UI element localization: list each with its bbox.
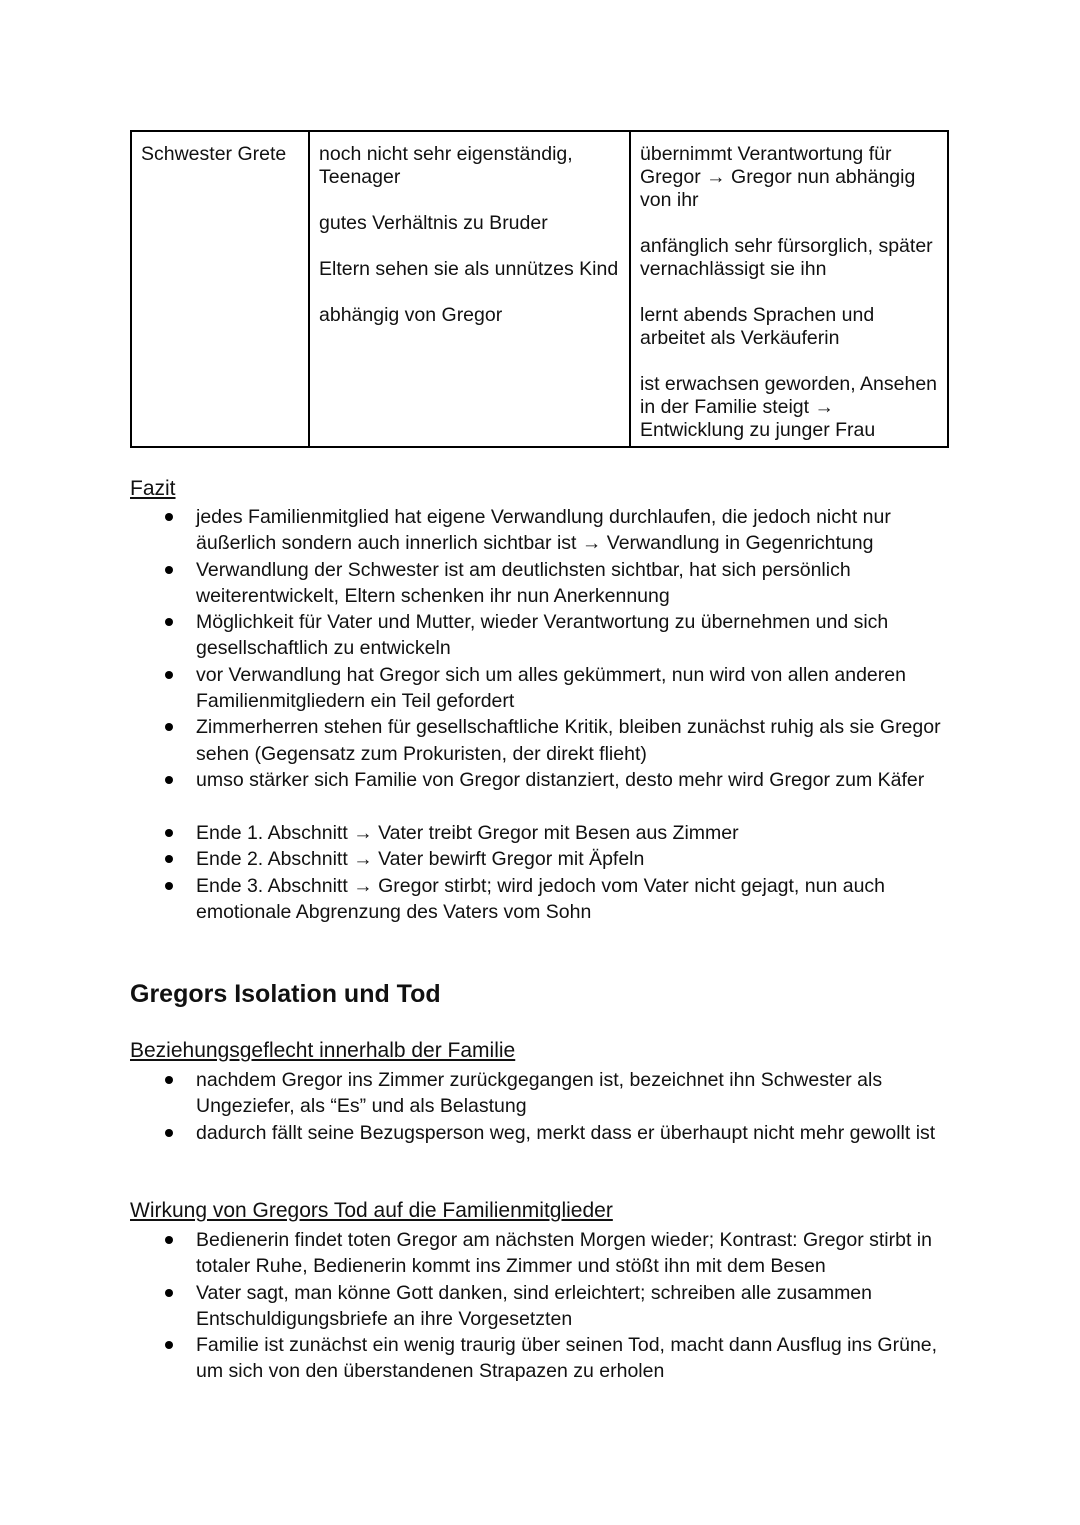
bullet-icon — [165, 513, 173, 521]
bullet-icon — [165, 618, 173, 626]
table-cell-traits — [308, 132, 629, 446]
list-item — [130, 504, 960, 557]
list-item-text: Verwandlung der Schwester ist am deutlichsten sichtbar, hat sich persönlich weiterentwickelt, Eltern schenken ihr nun Anerkennung — [196, 558, 851, 607]
trait-text: gutes Verhältnis zu Bruder — [319, 212, 548, 234]
bullet-icon — [165, 776, 173, 784]
list-item — [130, 846, 960, 872]
beziehung-heading: Beziehungsgeflecht innerhalb der Familie — [130, 1039, 516, 1062]
list-item-text: Ende 1. Abschnitt → Vater treibt Gregor mit Besen aus Zimmer — [196, 822, 739, 844]
endings-list — [130, 820, 960, 925]
development-text: anfänglich sehr fürsorglich, später vernachlässigt sie ihn — [640, 235, 933, 280]
table-cell-development — [629, 132, 947, 446]
list-item — [130, 1067, 960, 1120]
list-item — [130, 767, 960, 793]
bullet-icon — [165, 829, 173, 837]
wirkung-list — [130, 1227, 960, 1385]
bullet-icon — [165, 1341, 173, 1349]
bullet-icon — [165, 566, 173, 574]
character-table — [130, 130, 949, 448]
list-item — [130, 1280, 960, 1333]
list-item — [130, 714, 960, 767]
list-item — [130, 1227, 960, 1280]
list-item-text: Möglichkeit für Vater und Mutter, wieder Verantwortung zu übernehmen und sich gesellschaftlich zu entwickeln — [196, 611, 889, 660]
fazit-heading: Fazit — [130, 477, 176, 500]
list-item-text: jedes Familienmitglied hat eigene Verwandlung durchlaufen, die jedoch nicht nur äußerlich sondern auch innerlich sichtbar ist → Verwandlung in Gegenrichtung — [196, 506, 891, 555]
beziehung-list — [130, 1067, 960, 1146]
bullet-icon — [165, 855, 173, 863]
list-item-text: Ende 3. Abschnitt → Gregor stirbt; wird jedoch vom Vater nicht gejagt, nun auch emotionale Abgrenzung des Vaters vom Sohn — [196, 874, 886, 923]
trait-text: abhängig von Gregor — [319, 304, 503, 326]
bullet-icon — [165, 1236, 173, 1244]
bullet-icon — [165, 1289, 173, 1297]
list-item-text: Vater sagt, man könne Gott danken, sind erleichtert; schreiben alle zusammen Entschuldigungsbriefe an ihre Vorgesetzten — [196, 1281, 872, 1330]
list-item-text: vor Verwandlung hat Gregor sich um alles gekümmert, nun wird von allen anderen Familienmitgliedern ein Teil gefordert — [196, 663, 906, 713]
list-item — [130, 557, 960, 610]
list-item-text: Familie ist zunächst ein wenig traurig über seinen Tod, macht dann Ausflug ins Grüne, um sich von den überstandenen Strapazen zu erholen — [196, 1334, 938, 1383]
development-text: übernimmt Verantwortung für Gregor → Gregor nun abhängig von ihr — [640, 143, 916, 211]
list-item — [130, 820, 960, 846]
fazit-list — [130, 504, 960, 793]
bullet-icon — [165, 1129, 173, 1137]
list-item-text: Ende 2. Abschnitt → Vater bewirft Gregor mit Äpfeln — [196, 848, 645, 871]
trait-text: noch nicht sehr eigenständig, Teenager — [319, 143, 573, 188]
list-item-text: Bedienerin findet toten Gregor am nächsten Morgen wieder; Kontrast: Gregor stirbt in totaler Ruhe, Bedienerin kommt ins Zimmer und stößt ihn mit dem Besen — [196, 1229, 932, 1278]
list-item — [130, 662, 960, 715]
section-title: Gregors Isolation und Tod — [130, 980, 441, 1008]
list-item-text: umso stärker sich Familie von Gregor distanziert, desto mehr wird Gregor zum Käfer — [196, 768, 925, 791]
development-text: ist erwachsen geworden, Ansehen in der Familie steigt → Entwicklung zu junger Frau — [640, 373, 938, 441]
bullet-icon — [165, 882, 173, 890]
list-item — [130, 609, 960, 662]
list-item-text: nachdem Gregor ins Zimmer zurückgegangen ist, bezeichnet ihn Schwester als Ungeziefer, als “Es” und als Belastung — [196, 1069, 883, 1118]
bullet-icon — [165, 723, 173, 731]
list-item — [130, 1120, 960, 1146]
development-text: lernt abends Sprachen und arbeitet als Verkäuferin — [640, 304, 875, 349]
list-item-text: Zimmerherren stehen für gesellschaftliche Kritik, bleiben zunächst ruhig als sie Gregor sehen (Gegensatz zum Prokuristen, der direkt flieht) — [196, 716, 941, 765]
bullet-icon — [165, 1076, 173, 1084]
table-cell-name — [132, 132, 308, 446]
wirkung-heading: Wirkung von Gregors Tod auf die Familienmitglieder — [130, 1199, 613, 1222]
list-item — [130, 873, 960, 926]
character-name: Schwester Grete — [141, 143, 287, 165]
bullet-icon — [165, 671, 173, 679]
trait-text: Eltern sehen sie als unnützes Kind — [319, 258, 619, 280]
list-item — [130, 1332, 960, 1385]
list-item-text: dadurch fällt seine Bezugsperson weg, merkt dass er überhaupt nicht mehr gewollt ist — [196, 1121, 936, 1144]
